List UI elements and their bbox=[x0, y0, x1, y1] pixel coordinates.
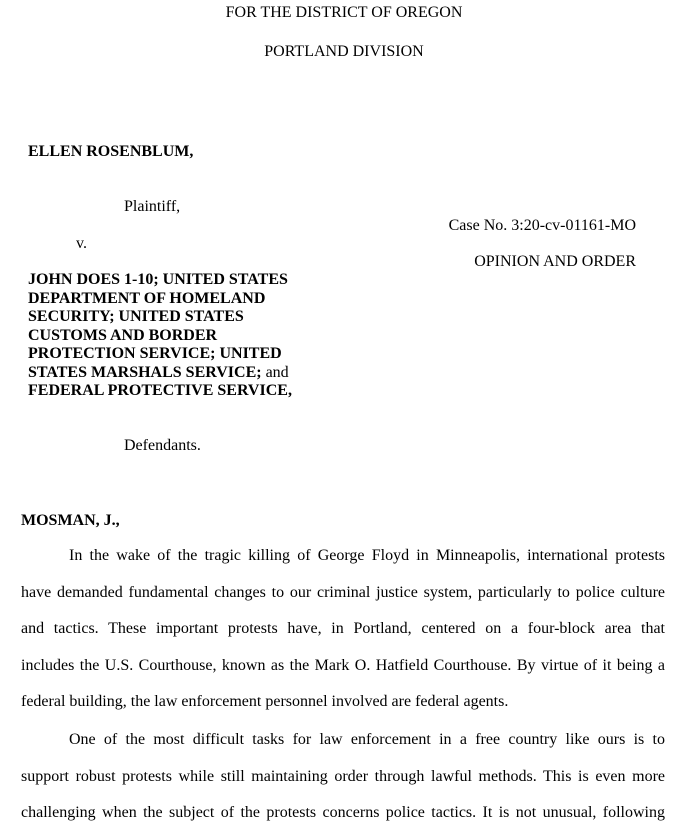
defendants-line: JOHN DOES 1-10; UNITED STATES bbox=[28, 271, 288, 288]
paragraph-line: In the wake of the tragic killing of George Floyd in Minneapolis, international protests bbox=[69, 547, 665, 564]
case-number: Case No. 3:20-cv-01161-MO bbox=[448, 217, 636, 234]
defendants-line: SECURITY; UNITED STATES bbox=[28, 308, 244, 325]
plaintiff-role: Plaintiff, bbox=[124, 198, 181, 215]
court-district-heading: FOR THE DISTRICT OF OREGON bbox=[225, 4, 463, 21]
defendants-line: CUSTOMS AND BORDER bbox=[28, 326, 218, 344]
paragraph-line: have demanded fundamental changes to our criminal justice system, particularly to police culture bbox=[21, 584, 665, 601]
versus-label: v. bbox=[76, 235, 87, 252]
defendants-line: FEDERAL PROTECTIVE SERVICE, bbox=[28, 382, 292, 399]
paragraph-line: includes the U.S. Courthouse, known as the Mark O. Hatfield Courthouse. By virtue of it being a bbox=[21, 657, 665, 674]
defendants-line: PROTECTION SERVICE; UNITED bbox=[28, 345, 282, 362]
paragraph-line: support robust protests while still maintaining order through lawful methods. This is even more bbox=[21, 768, 665, 785]
defendants-names bbox=[28, 271, 292, 401]
document-title: OPINION AND ORDER bbox=[474, 253, 636, 270]
court-division-heading: PORTLAND DIVISION bbox=[264, 43, 424, 60]
judge-name: MOSMAN, J., bbox=[21, 512, 120, 529]
paragraph-line: One of the most difficult tasks for law enforcement in a free country like ours is to bbox=[69, 731, 665, 748]
defendants-line: DEPARTMENT OF HOMELAND bbox=[28, 289, 266, 307]
defendants-line: STATES MARSHALS SERVICE; and bbox=[28, 363, 289, 381]
defendants-role: Defendants. bbox=[124, 437, 201, 454]
paragraph-line: and tactics. These important protests have, in Portland, centered on a four-block area that bbox=[21, 620, 665, 637]
paragraph-line: federal building, the law enforcement personnel involved are federal agents. bbox=[21, 693, 509, 710]
paragraph-line: challenging when the subject of the protests concerns police tactics. It is not unusual, following bbox=[21, 804, 665, 821]
plaintiff-name: ELLEN ROSENBLUM, bbox=[28, 143, 194, 160]
